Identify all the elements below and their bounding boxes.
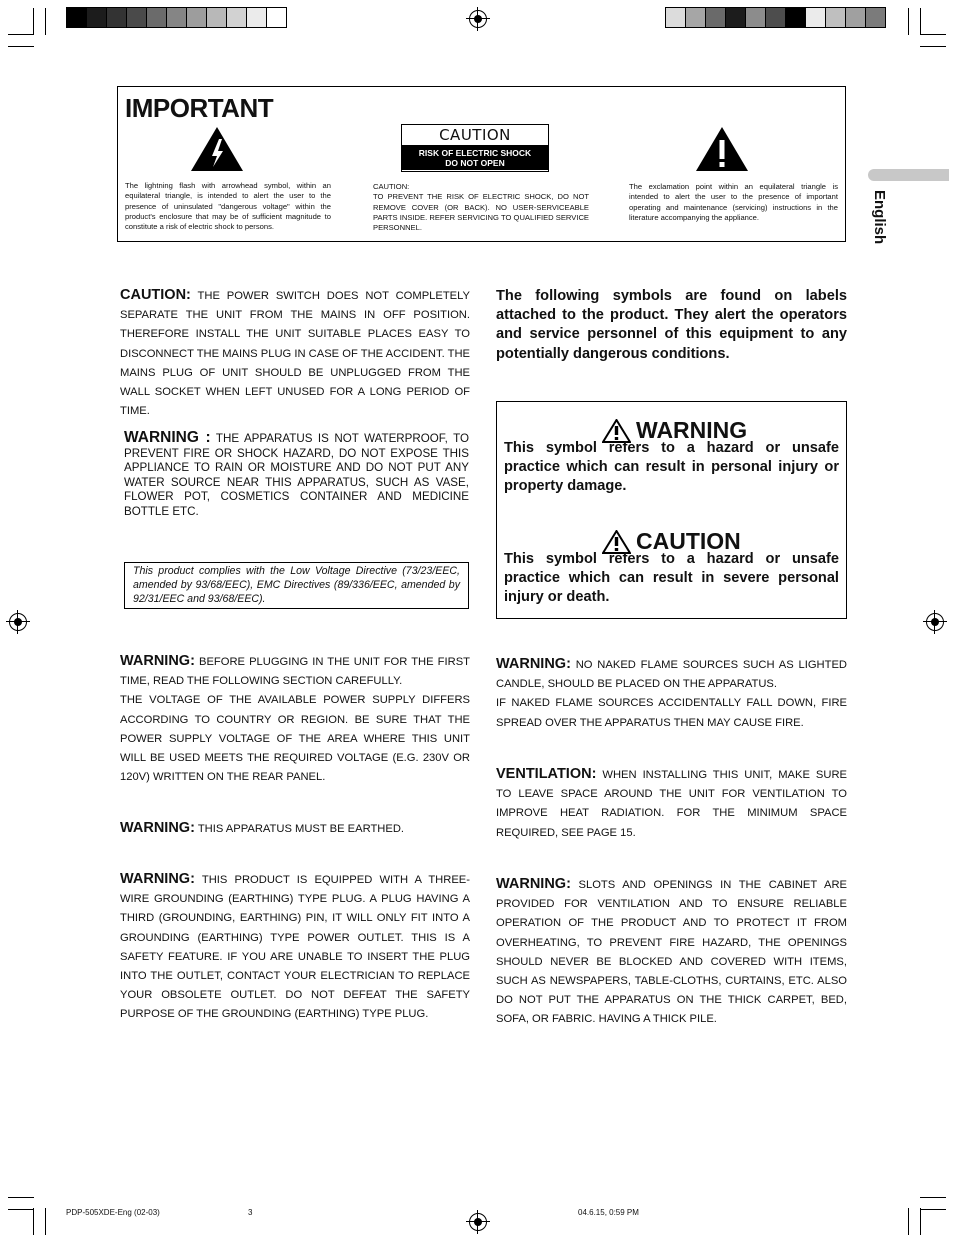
language-label-text: English xyxy=(871,190,888,245)
color-swatch xyxy=(147,8,167,27)
crop-mark xyxy=(8,1197,34,1198)
language-tab xyxy=(868,169,949,181)
warning-three-wire-plug xyxy=(120,870,470,1025)
crop-mark xyxy=(33,1208,34,1235)
color-swatch xyxy=(666,8,686,27)
crop-mark xyxy=(8,34,34,35)
caution-power-switch xyxy=(120,286,470,421)
warning-symbol-text: This symbol refers to a hazard or unsafe practice which can result in personal injury or property damage. xyxy=(504,440,839,495)
section-body: THE POWER SWITCH DOES NOT COMPLETELY SEPARATE THE UNIT FROM THE MAINS IN OFF POSITION. THEREFORE INSTALL THE UNIT SUITABLE PLACES EASY TO DISCONNECT THE MAINS PLUG IN CASE OF THE ACCIDENT. THE MAINS PLUG OF UNIT SHOULD BE UNPLUGGED FROM THE WALL SOCKET WHEN LEFT UNUSED FOR A LONG PERIOD OF TIME. xyxy=(120,290,470,418)
color-swatch xyxy=(846,8,866,27)
section-heading: WARNING : xyxy=(124,429,211,446)
color-swatch xyxy=(227,8,247,27)
color-swatch xyxy=(207,8,227,27)
symbol-legend-box xyxy=(496,401,847,619)
warning-naked-flame xyxy=(496,655,847,733)
section-body: THE APPARATUS IS NOT WATERPROOF, TO PREVENT FIRE OR SHOCK HAZARD, DO NOT EXPOSE THIS APPLIANCE TO RAIN OR MOISTURE AND DO NOT PUT ANY WATER SOURCE NEAR THIS APPARATUS, SUCH AS VASE, FLOWER POT, COSMETICS CONTAINER AND MEDICINE BOTTLE ETC. xyxy=(124,432,469,518)
crop-mark xyxy=(920,1197,946,1198)
color-swatch xyxy=(726,8,746,27)
crop-mark xyxy=(8,1209,34,1210)
lightning-symbol-description: The lightning flash with arrowhead symbol, within an equilateral triangle, is intended to alert the user to the presence of uninsulated "dangerous voltage" within the product's enclosure that may be of sufficient magnitude to constitute a risk of electric shock to persons. xyxy=(125,181,331,232)
color-calibration-bar-right xyxy=(665,7,886,28)
caution-symbol-title: CAUTION xyxy=(636,528,741,554)
important-title: IMPORTANT xyxy=(125,93,274,123)
warning-earthed xyxy=(120,819,470,839)
warning-voltage xyxy=(120,652,470,787)
color-swatch xyxy=(786,8,806,27)
caution-label xyxy=(401,124,549,172)
caution-description: CAUTION: TO PREVENT THE RISK OF ELECTRIC SHOCK, DO NOT REMOVE COVER (OR BACK). NO USER-SERVICEABLE PARTS INSIDE. REFER SERVICING TO QUALIFIED SERVICE PERSONNEL. xyxy=(373,182,589,233)
color-swatch xyxy=(806,8,826,27)
lightning-warning-icon xyxy=(190,126,244,172)
caution-symbol-text: This symbol refers to a hazard or unsafe practice which can result in severe personal injury or death. xyxy=(504,551,839,606)
crop-mark xyxy=(920,1208,921,1235)
section-heading: WARNING: xyxy=(496,876,571,892)
color-swatch xyxy=(247,8,267,27)
crop-mark xyxy=(45,1208,46,1235)
color-swatch xyxy=(766,8,786,27)
caution-label-line: RISK OF ELECTRIC SHOCK xyxy=(418,148,532,158)
registration-target-icon xyxy=(469,1213,487,1231)
color-swatch xyxy=(267,8,286,27)
crop-mark xyxy=(920,8,921,35)
ventilation-notice xyxy=(496,765,847,843)
section-heading: VENTILATION: xyxy=(496,766,597,782)
section-body: NO NAKED FLAME SOURCES SUCH AS LIGHTED CANDLE, SHOULD BE PLACED ON THE APPARATUS. xyxy=(496,659,847,691)
crop-mark xyxy=(8,46,34,47)
footer-page-number: 3 xyxy=(248,1208,253,1217)
color-swatch xyxy=(167,8,187,27)
color-swatch xyxy=(107,8,127,27)
footer-timestamp: 04.6.15, 0:59 PM xyxy=(578,1208,639,1217)
section-heading: WARNING: xyxy=(120,653,195,669)
crop-mark xyxy=(33,8,34,35)
section-body: THIS PRODUCT IS EQUIPPED WITH A THREE-WIRE GROUNDING (EARTHING) TYPE PLUG. A PLUG HAVING A THIRD (GROUNDING, EARTHING) PIN, IT WILL ONLY FIT INTO A GROUNDING (EARTHING) TYPE POWER OUTLET. THIS IS A SAFETY FEATURE. IF YOU ARE UNABLE TO INSERT THE PLUG INTO THE OUTLET, CONTACT YOUR ELECTRICIAN TO REPLACE YOUR OBSOLETE OUTLET. DO NOT DEFEAT THE SAFETY PURPOSE OF THE GROUNDING (EARTHING) TYPE PLUG. xyxy=(120,874,470,1021)
warning-symbol-title: WARNING xyxy=(636,417,748,443)
footer-filename: PDP-505XDE-Eng (02-03) xyxy=(66,1208,160,1217)
color-swatch xyxy=(706,8,726,27)
section-body: SLOTS AND OPENINGS IN THE CABINET ARE PROVIDED FOR VENTILATION AND TO ENSURE RELIABLE OPERATION OF THE PRODUCT AND TO PROTECT IT FROM OVERHEATING, TO PREVENT FIRE HAZARD, THE OPENINGS SHOULD NEVER BE BLOCKED AND COVERED WITH ITEMS, SUCH AS NEWSPAPERS, TABLE-CLOTHS, CURTAINS, ETC. ALSO DO NOT PUT THE APPARATUS ON THE THICK CARPET, BED, SOFA, OR FABRIC. HAVING A THICK PILE. xyxy=(496,879,847,1026)
registration-target-icon xyxy=(926,613,944,631)
color-swatch xyxy=(67,8,87,27)
warning-slots-openings xyxy=(496,875,847,1030)
exclamation-warning-icon xyxy=(695,126,749,172)
caution-label-title: CAUTION xyxy=(439,126,511,144)
color-swatch xyxy=(826,8,846,27)
crop-mark xyxy=(920,34,946,35)
section-body: BEFORE PLUGGING IN THE UNIT FOR THE FIRST TIME, READ THE FOLLOWING SECTION CAREFULLY. xyxy=(120,656,470,688)
color-swatch xyxy=(87,8,107,27)
crop-mark xyxy=(920,1209,946,1210)
registration-target-icon xyxy=(469,10,487,28)
section-body: THIS APPARATUS MUST BE EARTHED. xyxy=(194,823,405,835)
symbols-intro: The following symbols are found on labels attached to the product. They alert the operators and service personnel of this equipment to any potentially dangerous conditions. xyxy=(496,288,847,362)
language-tab-label xyxy=(867,186,891,256)
registration-target-icon xyxy=(9,613,27,631)
color-swatch xyxy=(187,8,207,27)
crop-mark xyxy=(920,46,946,47)
color-swatch xyxy=(127,8,147,27)
caution-label-line: DO NOT OPEN xyxy=(445,158,505,168)
section-heading: CAUTION: xyxy=(120,287,191,303)
color-swatch xyxy=(746,8,766,27)
section-body: WHEN INSTALLING THIS UNIT, MAKE SURE TO LEAVE SPACE AROUND THE UNIT FOR VENTILATION TO IMPROVE HEAT RADIATION. FOR THE MINIMUM SPACE REQUIRED, SEE PAGE 15. xyxy=(496,769,847,839)
directive-text: This product complies with the Low Voltage Directive (73/23/EEC, amended by 93/68/EEC), EMC Directives (89/336/EEC, amended by 92/31/EEC and 93/68/EEC). xyxy=(133,565,460,606)
color-calibration-bar-left xyxy=(66,7,287,28)
section-heading: WARNING: xyxy=(496,656,571,672)
section-body: THE VOLTAGE OF THE AVAILABLE POWER SUPPLY DIFFERS ACCORDING TO COUNTRY OR REGION. BE SURE THAT THE POWER SUPPLY VOLTAGE OF THE AREA WHERE THIS UNIT WILL BE USED MEETS THE REQUIRED VOLTAGE (E.G. 230V OR 120V) WRITTEN ON THE REAR PANEL. xyxy=(120,694,470,784)
crop-mark xyxy=(45,8,46,35)
important-notice-box xyxy=(117,86,846,242)
caution-label-warning xyxy=(402,145,548,170)
crop-mark xyxy=(908,8,909,35)
color-swatch xyxy=(866,8,885,27)
exclamation-symbol-description: The exclamation point within an equilateral triangle is intended to alert the user to the presence of important operating and maintenance (servicing) instructions in the literature accompanying the appliance. xyxy=(629,182,838,222)
section-heading: WARNING: xyxy=(120,820,195,836)
warning-waterproof xyxy=(124,431,469,519)
crop-mark xyxy=(908,1208,909,1235)
section-heading: WARNING: xyxy=(120,871,195,887)
directive-compliance-box xyxy=(124,562,469,609)
section-body: IF NAKED FLAME SOURCES ACCIDENTALLY FALL DOWN, FIRE SPREAD OVER THE APPARATUS THEN MAY CAUSE FIRE. xyxy=(496,697,847,729)
color-swatch xyxy=(686,8,706,27)
